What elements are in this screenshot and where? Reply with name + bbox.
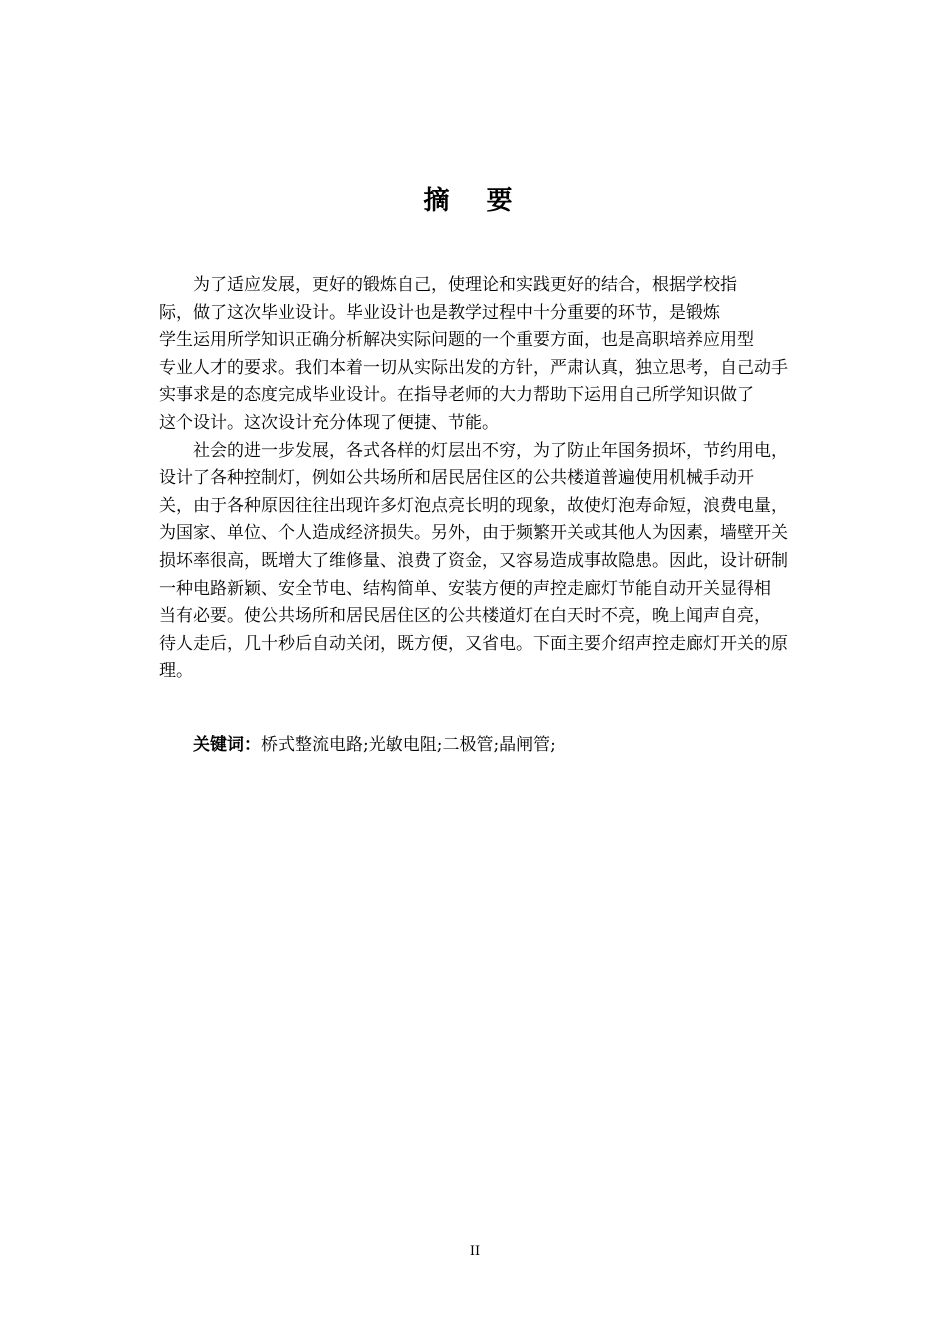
paragraph-2-line: 损坏率很高，既增大了维修量、浪费了资金，又容易造成事故隐患。因此，设计研制 (159, 550, 788, 571)
paragraph-2-line: 待人走后，几十秒后自动关闭，既方便，又省电。下面主要介绍声控走廊灯开关的原 (159, 633, 788, 654)
paragraph-1-line: 为了适应发展，更好的锻炼自己，使理论和实践更好的结合，根据学校指 (193, 275, 737, 295)
keywords-line (193, 732, 556, 759)
paragraph-1-line: 这个设计。这次设计充分体现了便捷、节能。 (159, 412, 499, 433)
keywords-label: 关键词： (193, 735, 261, 755)
abstract-body (159, 272, 839, 686)
paragraph-2-line: 社会的进一步发展，各式各样的灯层出不穷，为了防止年国务损坏，节约用电， (193, 440, 788, 461)
paragraph-2-line: 设计了各种控制灯，例如公共场所和居民居住区的公共楼道普遍使用机械手动开 (159, 468, 754, 489)
paragraph-2-line: 当有必要。使公共场所和居民居住区的公共楼道灯在白天时不亮，晚上闻声自亮， (159, 606, 771, 627)
paragraph-2-line: 一种电路新颖、安全节电、结构简单、安装方便的声控走廊灯节能自动开关显得相 (159, 578, 771, 599)
page-number: II (469, 1244, 481, 1259)
paragraph-1-line: 专业人才的要求。我们本着一切从实际出发的方针，严肃认真，独立思考，自己动手 (159, 357, 788, 378)
paragraph-2-line: 理。 (159, 661, 193, 682)
keywords-text: 桥式整流电路;光敏电阻;二极管;晶闸管; (261, 735, 556, 755)
paragraph-1-line: 际，做了这次毕业设计。毕业设计也是教学过程中十分重要的环节，是锻炼 (159, 302, 720, 323)
paragraph-1-line: 学生运用所学知识正确分析解决实际问题的一个重要方面，也是高职培养应用型 (159, 330, 754, 351)
paragraph-2-line: 关，由于各种原因往往出现许多灯泡点亮长明的现象，故使灯泡寿命短，浪费电量， (159, 495, 788, 516)
paragraph-2-line: 为国家、单位、个人造成经济损失。另外，由于频繁开关或其他人为因素，墙壁开关 (159, 523, 788, 544)
page-title: 摘 要 (423, 186, 527, 216)
paragraph-1-line: 实事求是的态度完成毕业设计。在指导老师的大力帮助下运用自己所学知识做了 (159, 385, 754, 406)
